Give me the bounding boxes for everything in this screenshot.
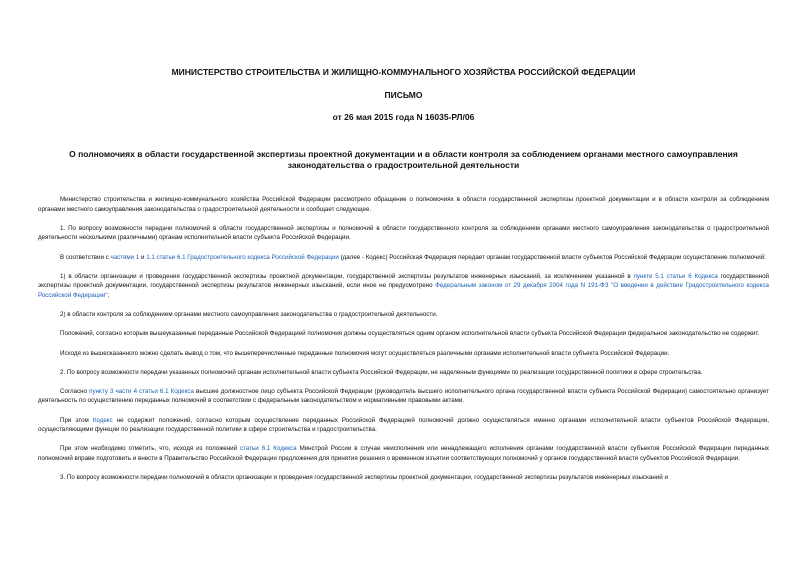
paragraph-9 [38,387,769,406]
paragraph-4 [38,272,769,301]
link-point-3-part-4-article-6-1[interactable]: пункту 3 части 4 статьи 6.1 Кодекса [89,387,194,395]
document-body [38,195,769,483]
ministry-header: МИНИСТЕРСТВО СТРОИТЕЛЬСТВА И ЖИЛИЩНО-КОММУНАЛЬНОГО ХОЗЯЙСТВА РОССИЙСКОЙ ФЕДЕРАЦИИ [171,67,636,77]
paragraph-text: При этом необходимо отметить, что, исходя из положений [60,445,241,453]
document-type: ПИСЬМО [384,90,423,100]
document-subject: О полномочиях в области государственной экспертизы проектной документации и в области контроля за соблюдением органами местного самоуправления законодательства о градостроительной деятельности [69,149,738,170]
paragraph-5: 2) в области контроля за соблюдением органами местного самоуправления законодательства о градостроительной деятельности. [60,311,438,319]
paragraph-6: Положений, согласно которым вышеуказанные переданные Российской Федерацией полномочия должны осуществляться одним органом исполнительной власти субъекта Российской Федерации федеральное законодательство не содержит. [60,330,760,338]
document-date-number: от 26 мая 2015 года N 16035-РЛ/06 [332,112,475,122]
paragraph-2: 1. По вопросу возможности передачи полномочий в области государственной экспертизы и полномочий в области государственного контроля за соблюдением органами местного самоуправления законодательства о градостроительной деятельности несколькими (различными) органам исполнительной власти субъекта Российской Федерации. [38,224,769,242]
paragraph-text: (далее - Кодекс) Российская Федерация передает органам государственной власти субъектов Российской Федерации осуществление полномочий: [338,253,766,261]
link-article-6-1-grad-code[interactable]: 1.1 статьи 6.1 Градостроительного кодекса Российской Федерации [146,253,339,261]
paragraph-text: высшее должностное лицо субъекта Российской Федерации (руководитель высшего исполнительного органа государственной власти субъекта Российской Федерации) самостоятельно организует деятельность по осуществлению переданных полномочий в соответствии с федеральным законодательством и нормативными правовыми актами. [38,387,769,405]
link-federal-law-191fz[interactable]: Федеральным законом от 29 декабря 2004 года N 191-ФЗ "О введении в действие Градостроительного кодекса Российской Федерации" [38,282,769,299]
link-code[interactable]: Кодекс [92,416,113,424]
paragraph-text: государственной экспертизы проектной документации, государственной экспертизы результатов инженерных изысканий, если иное не предусмотрено [38,272,769,290]
link-point-5-1-article-6[interactable]: пункте 5.1 статьи 6 Кодекса [633,272,718,280]
paragraph-12: 3. По вопросу возможности передачи полномочий в области организации и проведения государственной экспертизы проектной документации, государственной экспертизы результатов инженерных изысканий и [60,474,668,482]
paragraph-text: не содержит положений, согласно которым осуществление переданных Российской Федерацией полномочий должно осуществляться именно органами исполнительной власти субъектов Российской Федерации, осуществляющими функции по реализации государственной политики в сфере строительства и градостроительства. [38,416,770,434]
paragraph-text: и [139,253,147,261]
paragraph-text: Минстрой России в случае неисполнения или ненадлежащего исполнения органами государственной власти субъектов Российской Федерации переданных полномочий вправе подготовить и внести в Правительство Российской Федерации предложения для принятия решения о временном изъятии соответствующих полномочий у органов государственной власти субъектов Российской Федерации. [38,445,769,463]
paragraph-10 [38,416,769,435]
paragraph-8: 2. По вопросу возможности передачи указанных полномочий органам исполнительной власти субъекта Российской Федерации, не наделенным функциями по реализации государственной политики в сфере строительства. [60,368,703,376]
paragraph-text: ; [107,291,110,299]
paragraph-text: 1) в области организации и проведения государственной экспертизы проектной документации, государственной экспертизы результатов инженерных изысканий, за исключением указанной в [60,272,634,280]
paragraph-text: При этом [60,416,93,424]
link-article-6-1-code[interactable]: статьи 6.1 Кодекса [240,445,297,453]
paragraph-text: В соответствии с [60,253,111,261]
link-parts-1[interactable]: частями 1 [110,253,140,261]
paragraph-3 [38,253,769,263]
paragraph-text: Согласно [60,387,90,395]
paragraph-7: Исходя из вышесказанного можно сделать вывод о том, что вышеперечисленные переданные полномочия могут осуществляться различными органами исполнительной власти субъекта Российской Федерации. [60,349,670,357]
paragraph-1: Министерство строительства и жилищно-коммунального хозяйства Российской Федерации рассмотрело обращение о полномочиях в области государственной экспертизы проектной документации и в области контроля за соблюдением органами местного самоуправления законодательства о градостроительной деятельности и сообщает следующее. [38,196,769,213]
paragraph-11 [38,444,769,463]
